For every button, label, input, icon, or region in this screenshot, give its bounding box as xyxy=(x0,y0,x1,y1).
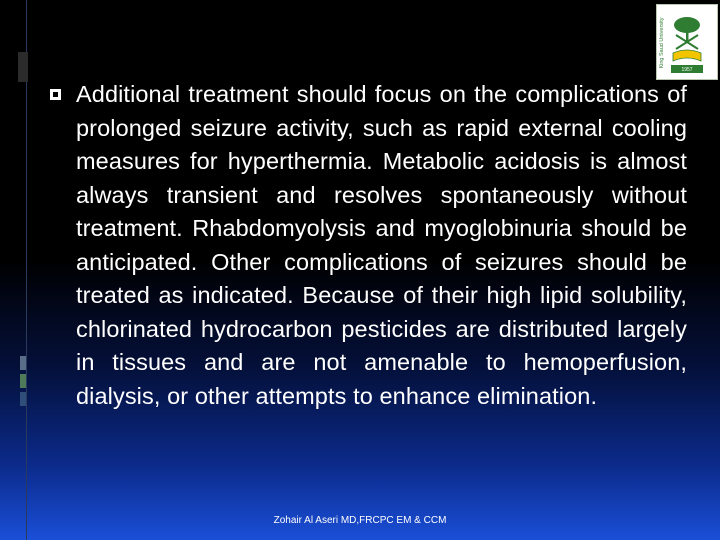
logo-text-left: King Saud University xyxy=(659,17,665,69)
top-accent-block xyxy=(18,52,28,82)
side-accent-block-2 xyxy=(20,374,26,388)
university-seal-icon xyxy=(656,4,718,80)
side-accent-block-1 xyxy=(20,356,26,370)
logo-year: 1957 xyxy=(681,67,693,73)
slide-footer: Zohair Al Aseri MD,FRCPC EM & CCM xyxy=(273,515,447,526)
side-accent-block-3 xyxy=(20,392,26,406)
bullet-paragraph: Additional treatment should focus on the complications of prolonged seizure activity, such as rapid external cooling measures for hyperthermia. Metabolic acidosis is almost always transient and resolves spontaneously without treatment. Rhabdomyolysis and myoglobinuria should be anticipated. Other complications of seizures should be treated as indicated. Because of their high lipid solubility, chlorinated hydrocarbon pesticides are distributed largely in tissues and are not amenable to hemoperfusion, dialysis, or other attempts to enhance elimination. xyxy=(76,81,687,409)
square-bullet-icon xyxy=(50,89,61,100)
slide-content xyxy=(50,78,687,413)
